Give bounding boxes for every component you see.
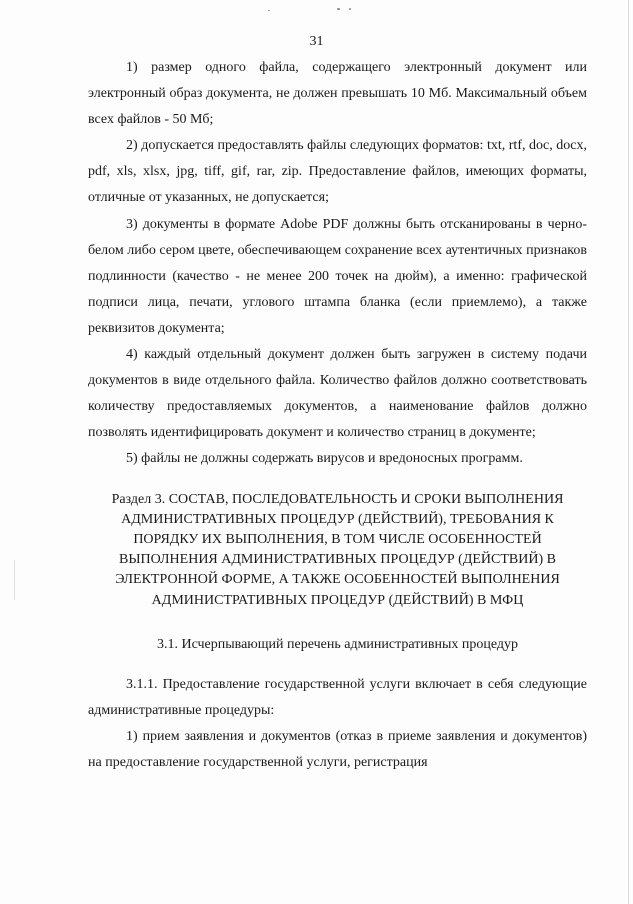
- section-heading-line: Раздел 3. СОСТАВ, ПОСЛЕДОВАТЕЛЬНОСТЬ И СРОКИ ВЫПОЛНЕНИЯ: [111, 491, 564, 507]
- paragraph-file-size: 1) размер одного файла, содержащего электронный документ или электронный образ документа, не должен превышать 10 Мб. Максимальный объем всех файлов - 50 Мб;: [88, 60, 587, 128]
- document-body: [88, 55, 587, 776]
- scan-edge-mark: [14, 560, 15, 600]
- paragraph-procedure-1: 1) прием заявления и документов (отказ в приеме заявления и документов) на предоставление государственной услуги, регистрация: [88, 728, 587, 770]
- section-heading-line: ЭЛЕКТРОННОЙ ФОРМЕ, А ТАКЖЕ ОСОБЕННОСТЕЙ ВЫПОЛНЕНИЯ: [115, 572, 560, 588]
- paragraph-no-viruses: 5) файлы не должны содержать вирусов и вредоносных программ.: [126, 451, 523, 467]
- section-heading-line: АДМИНИСТРАТИВНЫХ ПРОЦЕДУР (ДЕЙСТВИЙ) В МФЦ: [151, 592, 524, 608]
- subsection-heading: 3.1. Исчерпывающий перечень административных процедур: [156, 636, 519, 652]
- scan-speck: [349, 8, 351, 10]
- scan-edge-mark: [628, 0, 629, 904]
- section-heading-line: АДМИНИСТРАТИВНЫХ ПРОЦЕДУР (ДЕЙСТВИЙ), ТРЕБОВАНИЯ К: [121, 511, 554, 527]
- paragraph-pdf-scan: 3) документы в формате Adobe PDF должны быть отсканированы в черно-белом либо сером цвете, обеспечивающем сохранение всех аутентичных признаков подлинности (качество - не менее 200 точек на дюйм), а именно: графической подписи лица, печати, углового штампа бланка (если приемлемо), а также реквизитов документа;: [88, 216, 587, 336]
- scan-speck: [268, 10, 270, 11]
- section-heading-line: ВЫПОЛНЕНИЯ АДМИНИСТРАТИВНЫХ ПРОЦЕДУР (ДЕЙСТВИЙ) В: [118, 552, 556, 568]
- section-heading: [88, 490, 587, 611]
- paragraph-procedures-intro: 3.1.1. Предоставление государственной услуги включает в себя следующие административные процедуры:: [88, 676, 587, 718]
- page-number: 31: [309, 34, 324, 49]
- paragraph-file-formats: 2) допускается предоставлять файлы следующих форматов: txt, rtf, doc, docx, pdf, xls, xlsx, jpg, tiff, gif, rar, zip. Предоставление файлов, имеющих форматы, отличные от указанных, не допускается;: [88, 138, 587, 206]
- section-heading-line: ПОРЯДКУ ИХ ВЫПОЛНЕНИЯ, В ТОМ ЧИСЛЕ ОСОБЕННОСТЕЙ: [133, 531, 542, 547]
- scan-speck: [337, 8, 340, 10]
- paragraph-separate-files: 4) каждый отдельный документ должен быть загружен в систему подачи документов в виде отдельного файла. Количество файлов должно соответствовать количеству предоставляемых документов, а наименование файлов должно позволять идентифицировать документ и количество страниц в документе;: [88, 347, 587, 441]
